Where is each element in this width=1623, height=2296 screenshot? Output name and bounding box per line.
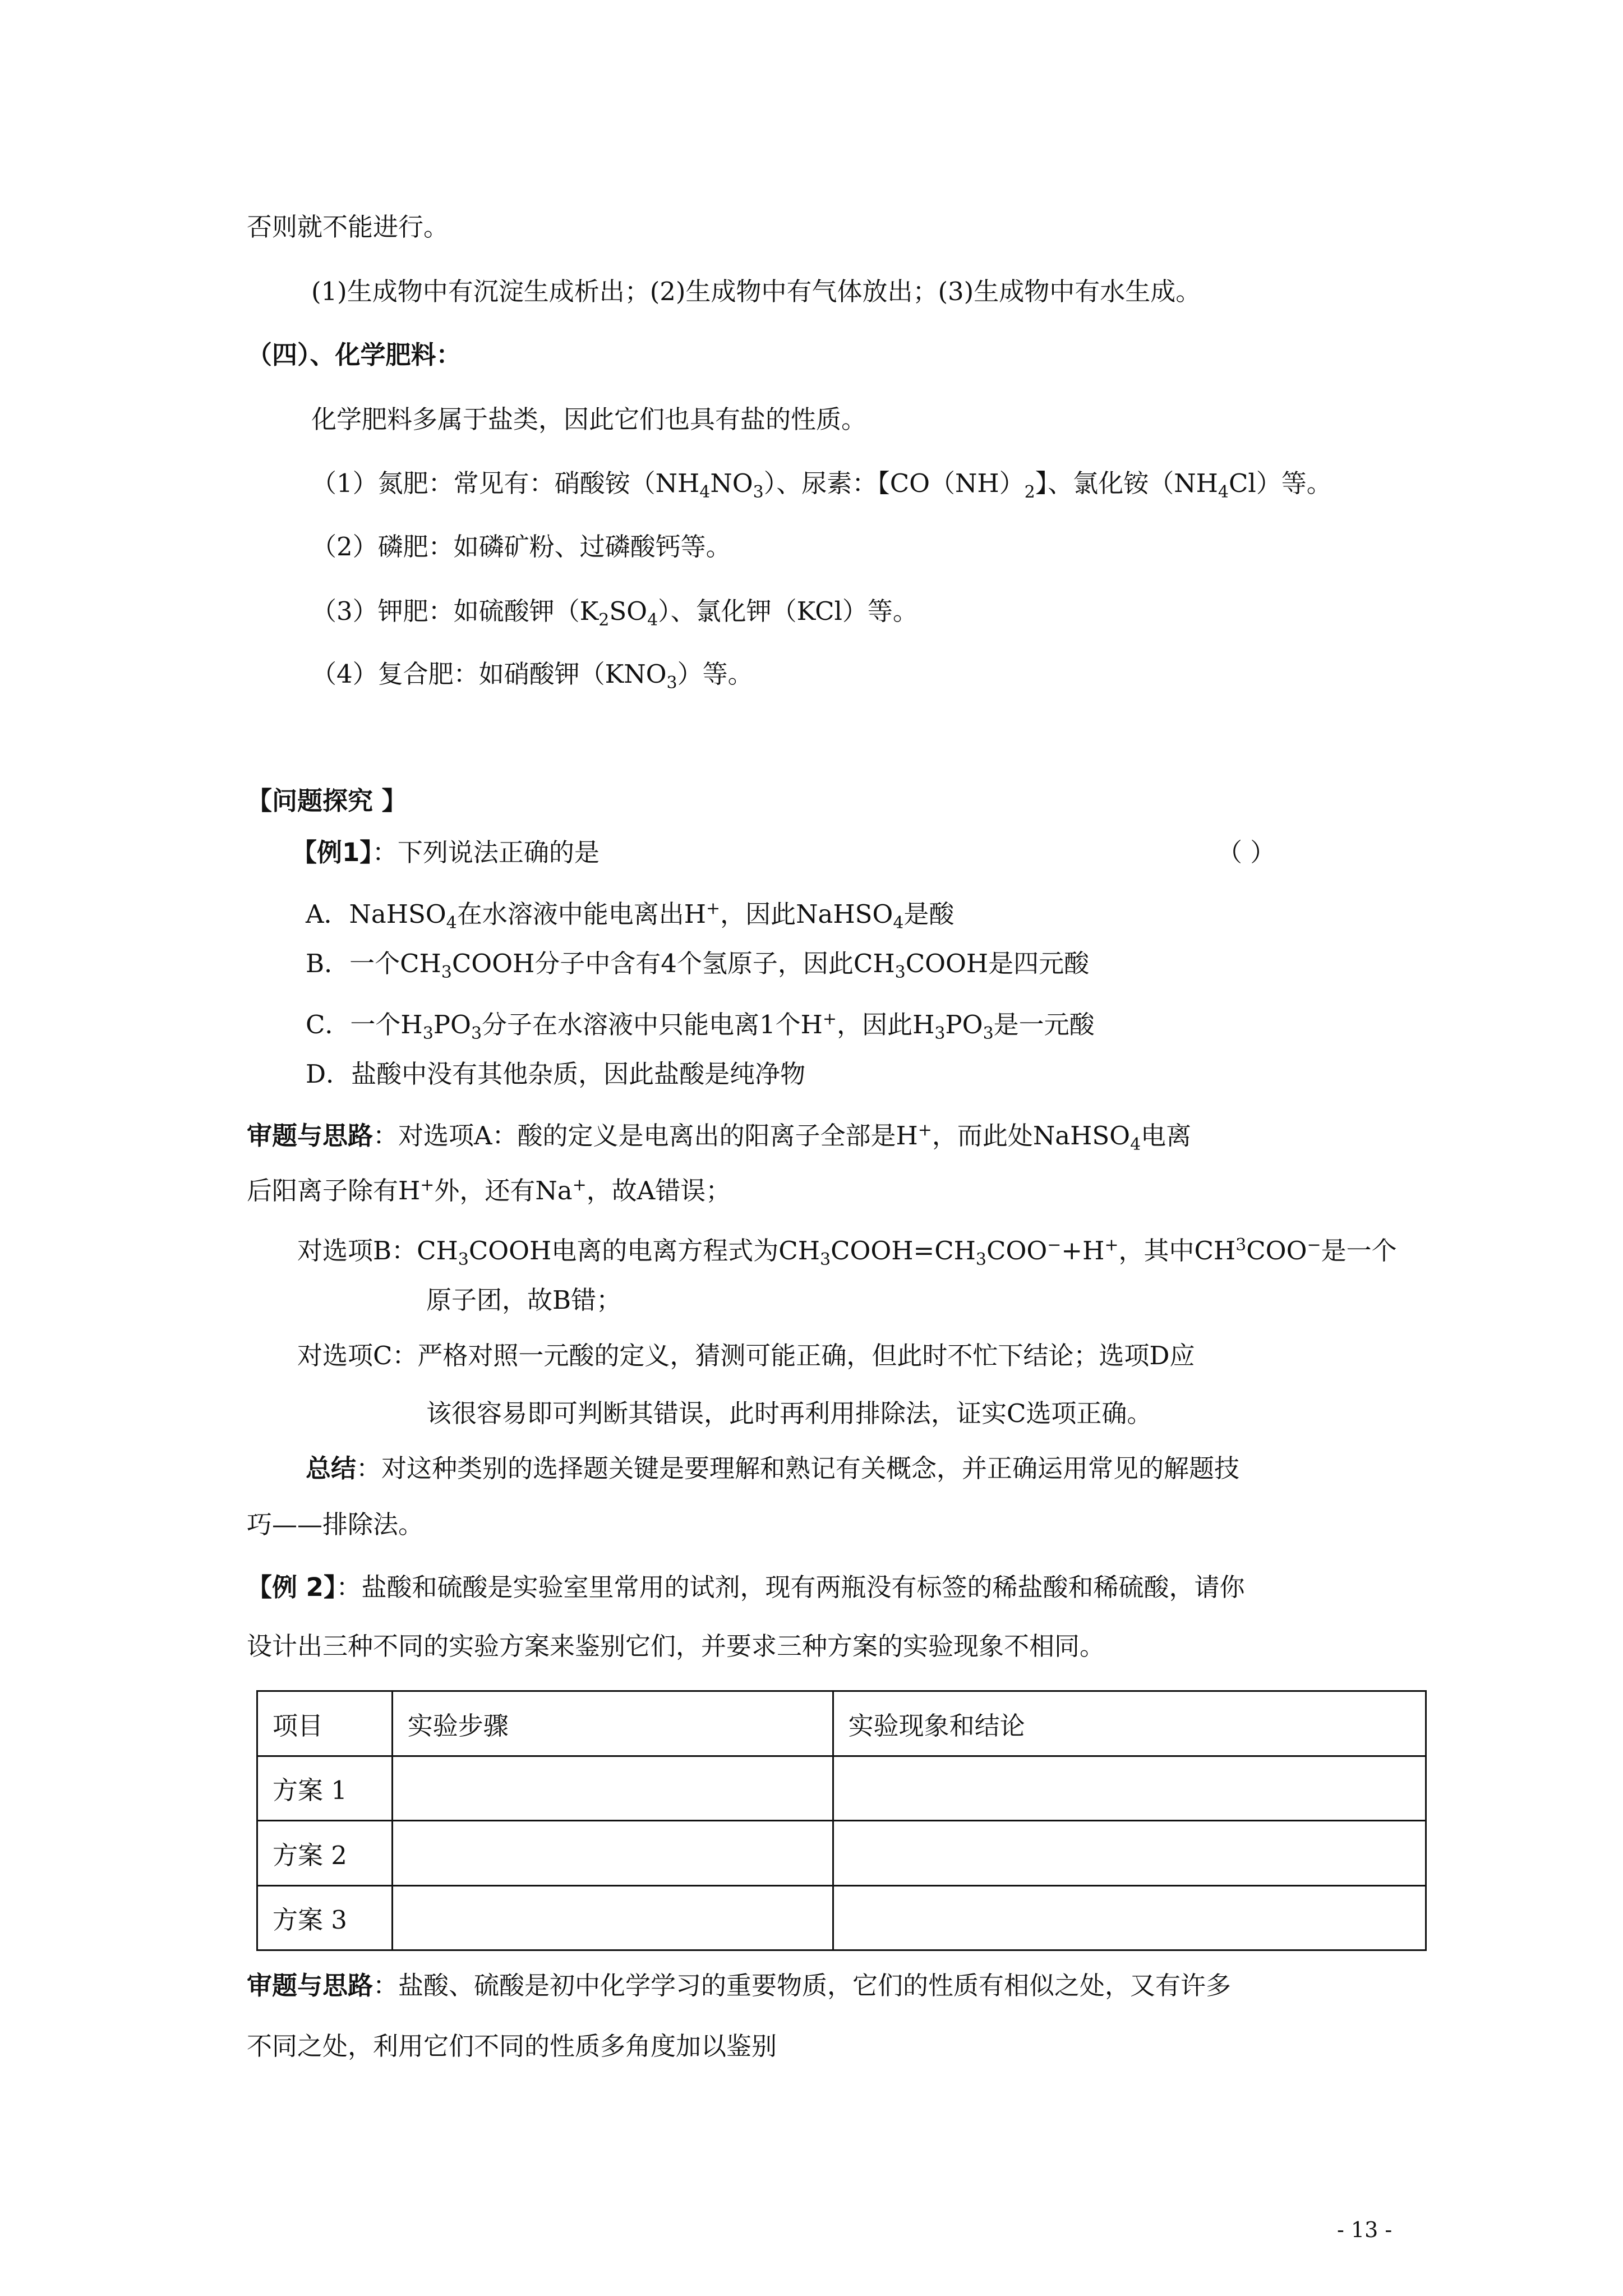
option-a: A．NaHSO$_4$在水溶液中能电离出H+，因此NaHSO$_4$是酸 <box>306 899 955 933</box>
example-title: 【例1】：下列说法正确的是 <box>292 838 600 867</box>
section-heading: （四）、化学肥料： <box>247 340 462 370</box>
table-header-row <box>257 1691 1426 1756</box>
table-cell: 方案 3 <box>257 1885 393 1950</box>
option-b: B．一个$CH_3COOH$分子中含有4个氢原子，因此$CH_3COOH$是四元酸 <box>306 949 1090 982</box>
table-header-cell: 实验现象和结论 <box>833 1691 1426 1756</box>
analysis-line: 该很容易即可判断其错误，此时再利用排除法，证实C选项正确。 <box>426 1398 1152 1428</box>
analysis-line: 对选项C：严格对照一元酸的定义，猜测可能正确，但此时不忙下结论；选项D应 <box>297 1341 1195 1370</box>
table-cell <box>392 1756 833 1821</box>
section-heading: 【问题探究 】 <box>247 786 407 816</box>
analysis-line: 对选项B：$CH_3COOH$电离的电离方程式为$CH_3COOH=CH_3COO^-+H^+$，其中$CH^3COO^-$是一个 <box>297 1235 1397 1269</box>
table-header-cell: 实验步骤 <box>392 1691 833 1756</box>
text-line: 化学肥料多属于盐类，因此它们也具有盐的性质。 <box>311 404 867 434</box>
answer-paren: （ ） <box>1217 838 1276 867</box>
table-cell <box>392 1821 833 1886</box>
analysis-line: 原子团，故B错； <box>426 1285 622 1315</box>
analysis-line: 后阳离子除有H+外，还有Na+，故A错误； <box>247 1175 731 1205</box>
option-c: C．一个$H_3PO_3$分子在水溶液中只能电离1个H+，因此$H_3PO_3$是一元酸 <box>306 1009 1095 1043</box>
experiment-table <box>256 1690 1427 1951</box>
analysis-line: 不同之处，利用它们不同的性质多角度加以鉴别 <box>247 2031 777 2061</box>
analysis-line: 审题与思路：盐酸、硫酸是初中化学学习的重要物质，它们的性质有相似之处，又有许多 <box>247 1971 1232 2000</box>
page-number: - 13 - <box>1337 2217 1393 2242</box>
example-title: 【例 2】：盐酸和硫酸是实验室里常用的试剂，现有两瓶没有标签的稀盐酸和稀硫酸，请你 <box>247 1572 1245 1602</box>
text-line: （4）复合肥：如硝酸钾$(KNO_3)$等。 <box>311 659 753 693</box>
text-line: （1）氮肥：常见有：硝酸铵$(NH_4NO_3)$、尿素：【$CO(NH)_2$】、氯化铵$(NH_4Cl)$等。 <box>311 468 1332 502</box>
text-line: （2）磷肥：如磷矿粉、过磷酸钙等。 <box>311 532 731 562</box>
table-cell <box>392 1885 833 1950</box>
table-row <box>257 1756 1426 1821</box>
table-cell: 方案 2 <box>257 1821 393 1886</box>
summary-line: 巧——排除法。 <box>247 1510 424 1539</box>
text-line: 否则就不能进行。 <box>247 212 449 242</box>
table-header-cell: 项目 <box>257 1691 393 1756</box>
analysis-line: 审题与思路：对选项A：酸的定义是电离出的阳离子全部是H+，而此处NaHSO$_4$电离 <box>247 1120 1192 1154</box>
table-cell <box>833 1885 1426 1950</box>
table-cell <box>833 1821 1426 1886</box>
table-row <box>257 1885 1426 1950</box>
table-cell <box>833 1756 1426 1821</box>
table-row <box>257 1821 1426 1886</box>
text-line: (1)生成物中有沉淀生成析出；(2)生成物中有气体放出；(3)生成物中有水生成。 <box>311 277 1201 306</box>
text-line: （3）钾肥：如硫酸钾$(K_2SO_4)$、氯化钾（KCl）等。 <box>311 596 918 630</box>
text-line: 设计出三种不同的实验方案来鉴别它们，并要求三种方案的实验现象不相同。 <box>247 1631 1105 1661</box>
option-d: D．盐酸中没有其他杂质，因此盐酸是纯净物 <box>306 1059 806 1089</box>
table-cell: 方案 1 <box>257 1756 393 1821</box>
summary-line: 总结：对这种类别的选择题关键是要理解和熟记有关概念，并正确运用常见的解题技 <box>306 1453 1240 1483</box>
